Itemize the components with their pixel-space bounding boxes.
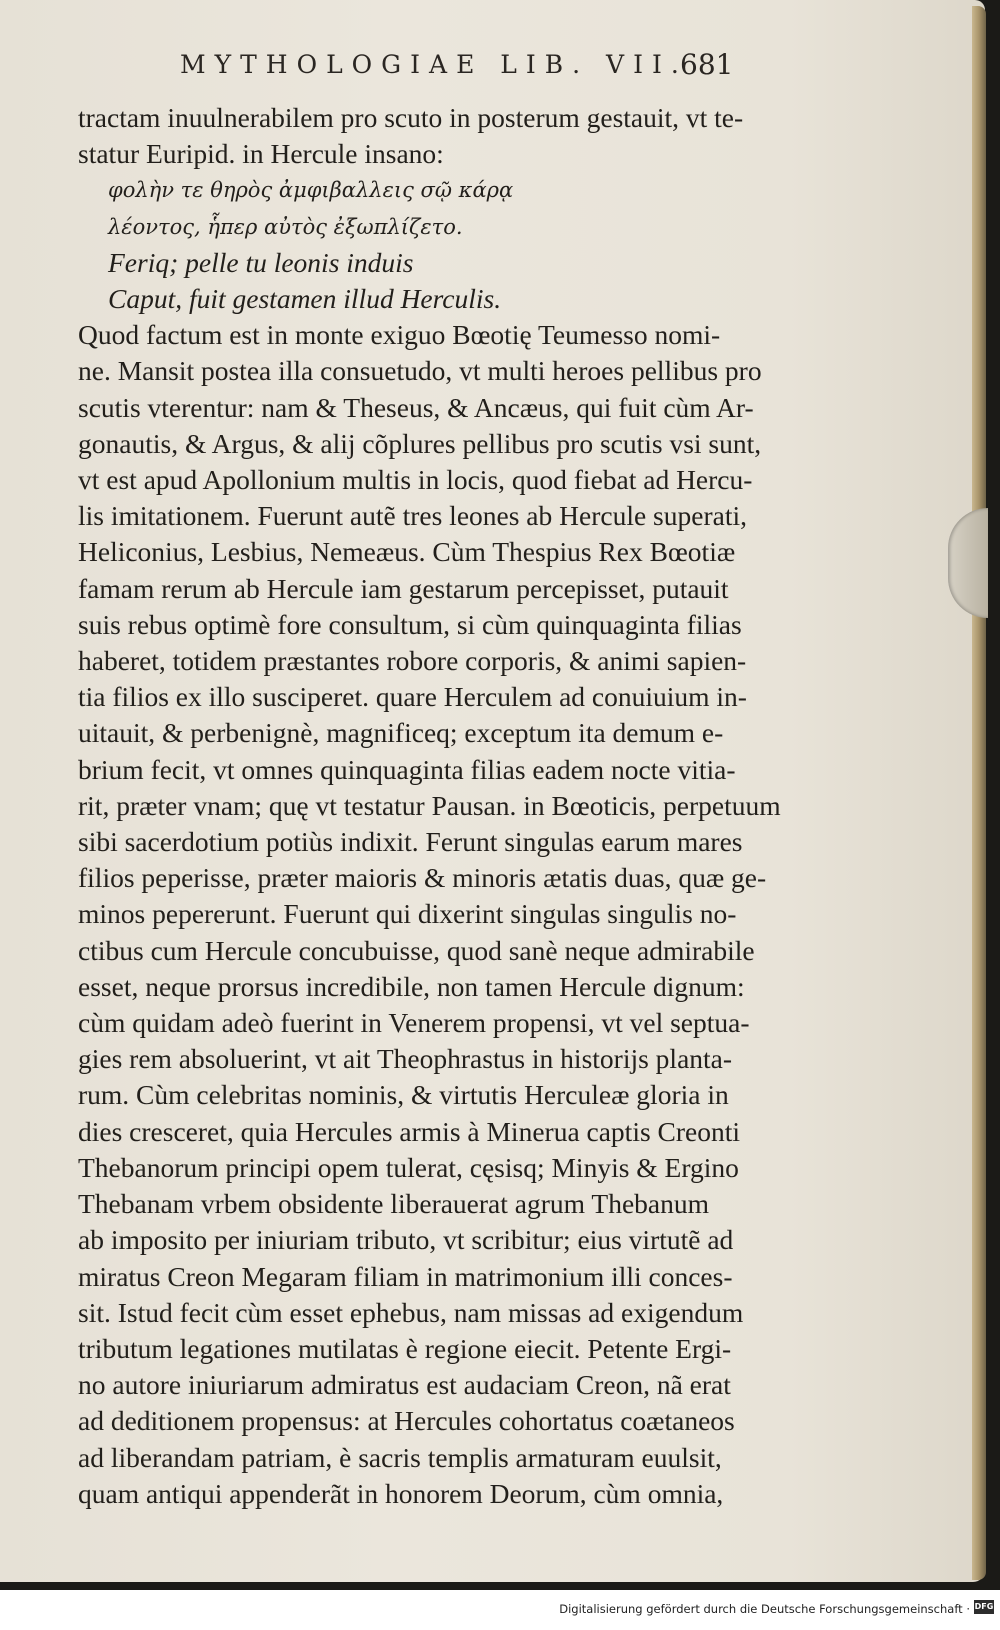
page-number: 681 [680,48,734,81]
running-title: MYTHOLOGIAE LIB. VII. [180,50,688,79]
text-line: rum. Cùm celebritas nominis, & virtutis Herculeæ gloria in [78,1079,729,1111]
text-line: esset, neque prorsus incredibile, non tamen Hercule dignum: [78,970,745,1002]
text-line: uitauit, & perbenignè, magnificeq; exceptum ita demum e- [78,717,724,749]
greek-verse-line: φολὴν τε θηρὸς ἀμφιβαλλεις σῷ κάρᾳ [108,178,514,203]
text-line: Thebanam vrbem obsidente liberauerat agrum Thebanum [78,1188,709,1220]
text-line: dies cresceret, quia Hercules armis à Minerua captis Creonti [78,1115,741,1147]
text-line: sibi sacerdotium potiùs indixit. Ferunt singulas earum mares [78,826,743,858]
funding-credit: Digitalisierung gefördert durch die Deutsche Forschungsgemeinschaft · [559,1602,970,1616]
text-line: ab imposito per iniuriam tributo, vt scribitur; eius virtutẽ ad [78,1224,734,1256]
text-line: sit. Istud fecit cùm esset ephebus, nam missas ad exigendum [78,1296,744,1328]
text-line: rit, præter vnam; quę vt testatur Pausan. in Bœoticis, perpetuum [78,789,781,821]
text-line: brium fecit, vt omnes quinquaginta filias eadem nocte vitia- [78,753,736,785]
latin-verse-line: Caput, fuit gestamen illud Herculis. [108,283,502,315]
text-line: statur Euripid. in Hercule insano: [78,138,444,170]
greek-verse-line: λέοντος, ἧπερ αὐτὸς ἐξωπλίζετο. [108,214,463,239]
text-line: filios peperisse, præter maioris & minoris ætatis duas, quæ ge- [78,862,767,894]
text-line: cùm quidam adeò fuerint in Venerem propensi, vt vel septua- [78,1007,750,1039]
text-line: no autore iniuriarum admiratus est audaciam Creon, nã erat [78,1369,731,1401]
text-line: lis imitationem. Fuerunt autẽ tres leones ab Hercule superati, [78,500,747,532]
dfg-logo-icon: DFG [974,1600,994,1614]
page-edge [972,6,986,1580]
text-line: Quod factum est in monte exiguo Bœotię Teumesso nomi- [78,319,721,351]
text-line: minos pepererunt. Fuerunt qui dixerint singulas singulis no- [78,898,737,930]
footer-bar [0,1590,1000,1630]
text-line: scutis vterentur: nam & Theseus, & Ancæus, qui fuit cùm Ar- [78,391,754,423]
text-line: haberet, totidem præstantes robore corporis, & animi sapien- [78,645,747,677]
text-line: ne. Mansit postea illa consuetudo, vt multi heroes pellibus pro [78,355,762,387]
text-line: famam rerum ab Hercule iam gestarum percepisset, putauit [78,572,729,604]
text-line: Thebanorum principi opem tulerat, cęsisq; Minyis & Ergino [78,1151,739,1183]
text-line: suis rebus optimè fore consultum, si cùm quinquaginta filias [78,608,742,640]
latin-verse-line: Feriq; pelle tu leonis induis [108,246,414,278]
text-line: tractam inuulnerabilem pro scuto in posterum gestauit, vt te- [78,102,744,133]
body-text [78,100,793,1512]
text-line: ad deditionem propensus: at Hercules cohortatus coætaneos [78,1405,735,1437]
text-line: vt est apud Apollonium multis in locis, quod fiebat ad Hercu- [78,464,753,496]
text-line: gonautis, & Argus, & alij cõplures pellibus pro scutis vsi sunt, [78,427,762,459]
text-line: gies rem absoluerint, vt ait Theophrastus in historijs planta- [78,1043,733,1075]
text-line: tributum legationes mutilatas è regione eiecit. Petente Ergi- [78,1332,732,1364]
text-line: ctibus cum Hercule concubuisse, quod sanè neque admirabile [78,934,755,966]
text-line: ad liberandam patriam, è sacris templis armaturam euulsit, [78,1441,722,1473]
text-line: quam antiqui appenderãt in honorem Deorum, cùm omnia, [78,1477,724,1509]
text-line: tia filios ex illo susciperet. quare Herculem ad conuiuium in- [78,681,747,713]
text-line: miratus Creon Megaram filiam in matrimonium illi conces- [78,1260,733,1292]
text-line: Heliconius, Lesbius, Nemeæus. Cùm Thespius Rex Bœotiæ [78,536,736,568]
